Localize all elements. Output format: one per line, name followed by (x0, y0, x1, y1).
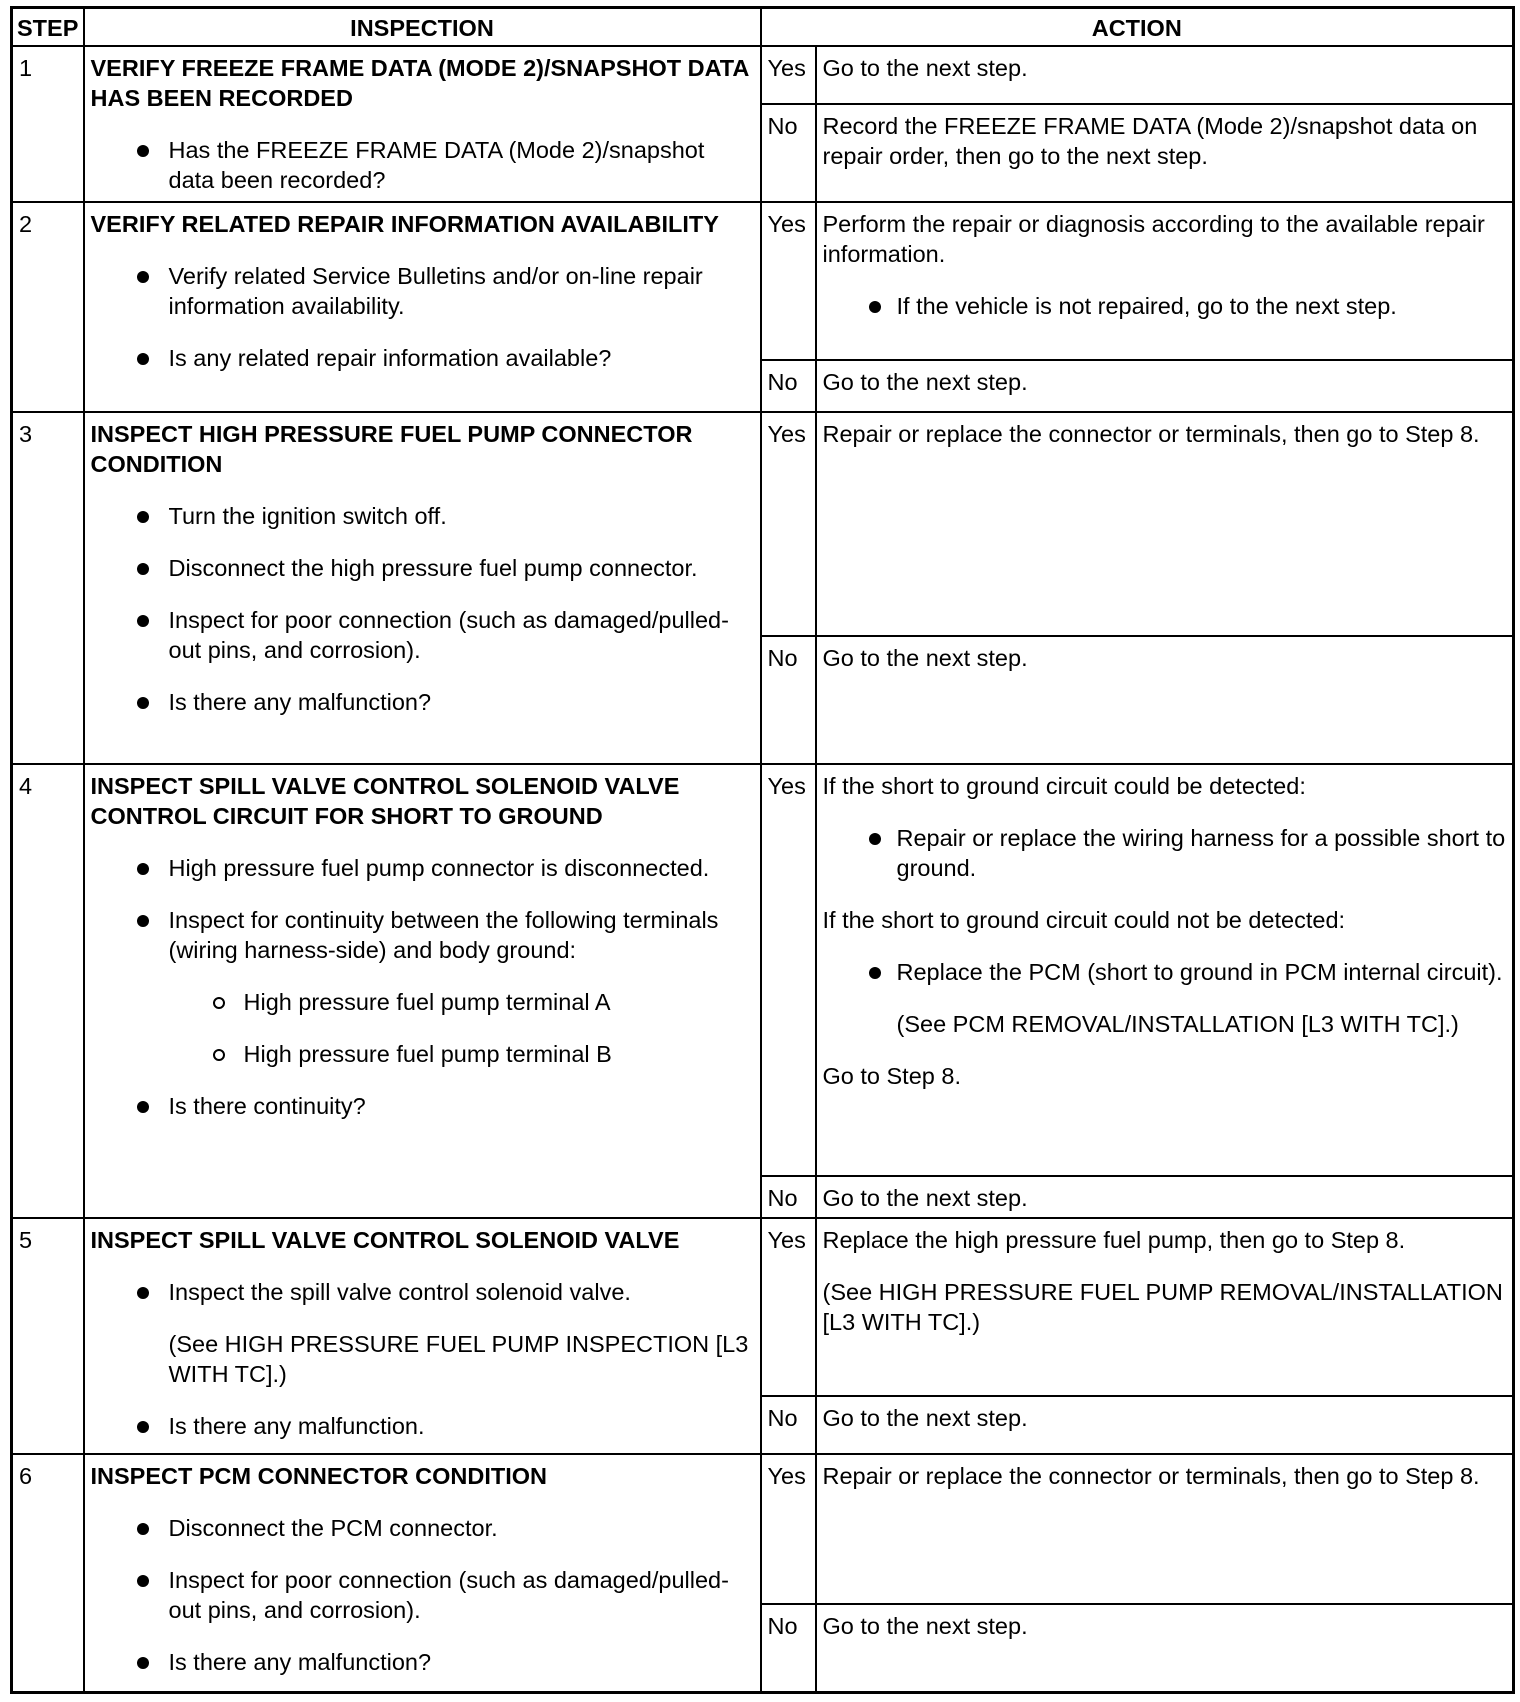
yes-action-text: Go to Step 8. (822, 1063, 961, 1089)
table-row (12, 1218, 1514, 1396)
inspection-bullet: Has the FREEZE FRAME DATA (Mode 2)/snapshot data been recorded? (91, 135, 754, 195)
inspection-cell (84, 1218, 761, 1454)
step-number: 5 (12, 1218, 84, 1454)
inspection-bullet: Is there any malfunction? (91, 1647, 754, 1677)
inspection-bullet: Inspect for poor connection (such as damaged/pulled-out pins, and corrosion). (91, 1565, 754, 1625)
inspection-bullet: Turn the ignition switch off. (91, 501, 754, 531)
inspection-title: INSPECT PCM CONNECTOR CONDITION (90, 1463, 548, 1489)
header-step: STEP (12, 8, 84, 47)
inspection-cell (84, 202, 761, 412)
yes-label: Yes (761, 764, 816, 1176)
inspection-title: VERIFY FREEZE FRAME DATA (MODE 2)/SNAPSHOT DATA HAS BEEN RECORDED (90, 55, 749, 111)
inspection-title: INSPECT HIGH PRESSURE FUEL PUMP CONNECTOR CONDITION (90, 421, 693, 477)
table-row (12, 202, 1514, 360)
no-label: No (761, 1604, 816, 1692)
diagnostic-table (10, 6, 1515, 1694)
no-label: No (761, 104, 816, 202)
yes-action-reference: (See HIGH PRESSURE FUEL PUMP REMOVAL/INSTALLATION [L3 WITH TC].) (822, 1279, 1503, 1335)
yes-action (816, 764, 1514, 1176)
yes-label: Yes (761, 412, 816, 636)
table-row (12, 764, 1514, 1176)
inspection-cell (84, 412, 761, 764)
header-inspection: INSPECTION (84, 8, 761, 47)
inspection-title: VERIFY RELATED REPAIR INFORMATION AVAILABILITY (90, 211, 719, 237)
yes-action-bullet: Repair or replace the wiring harness for a possible short to ground. (823, 823, 1507, 883)
yes-action-reference: (See PCM REMOVAL/INSTALLATION [L3 WITH TC].) (896, 1011, 1459, 1037)
yes-action: Repair or replace the connector or terminals, then go to Step 8. (816, 1454, 1514, 1604)
yes-action (816, 1218, 1514, 1396)
step-number: 3 (12, 412, 84, 764)
inspection-title: INSPECT SPILL VALVE CONTROL SOLENOID VALVE CONTROL CIRCUIT FOR SHORT TO GROUND (90, 773, 680, 829)
inspection-bullet: High pressure fuel pump connector is disconnected. (91, 853, 754, 883)
inspection-reference: (See HIGH PRESSURE FUEL PUMP INSPECTION [L3 WITH TC].) (168, 1331, 749, 1387)
inspection-sub-bullet: High pressure fuel pump terminal A (91, 987, 754, 1017)
yes-label: Yes (761, 202, 816, 360)
yes-action-bullet: If the vehicle is not repaired, go to the next step. (823, 291, 1507, 321)
step-number: 4 (12, 764, 84, 1218)
yes-label: Yes (761, 1218, 816, 1396)
yes-action: Repair or replace the connector or terminals, then go to Step 8. (816, 412, 1514, 636)
yes-action-text: Perform the repair or diagnosis according to the available repair information. (822, 211, 1485, 267)
no-action: Go to the next step. (816, 1396, 1514, 1454)
yes-action: Go to the next step. (816, 46, 1514, 104)
yes-action-text: If the short to ground circuit could be detected: (822, 773, 1306, 799)
inspection-bullet: Disconnect the PCM connector. (91, 1513, 754, 1543)
no-label: No (761, 1176, 816, 1218)
table-row (12, 46, 1514, 104)
no-action: Record the FREEZE FRAME DATA (Mode 2)/snapshot data on repair order, then go to the next step. (816, 104, 1514, 202)
no-action: Go to the next step. (816, 636, 1514, 764)
inspection-bullet: Inspect for poor connection (such as damaged/pulled-out pins, and corrosion). (91, 605, 754, 665)
inspection-bullet: Is there any malfunction? (91, 687, 754, 717)
yes-action-bullet: Replace the PCM (short to ground in PCM internal circuit). (823, 957, 1507, 987)
table-row (12, 412, 1514, 636)
no-label: No (761, 1396, 816, 1454)
table-row (12, 1454, 1514, 1604)
inspection-bullet: Is there continuity? (91, 1091, 754, 1121)
yes-label: Yes (761, 46, 816, 104)
inspection-cell (84, 46, 761, 202)
yes-action-text: Replace the high pressure fuel pump, then go to Step 8. (822, 1227, 1406, 1253)
yes-action-text: If the short to ground circuit could not be detected: (822, 907, 1346, 933)
step-number: 1 (12, 46, 84, 202)
inspection-bullet: Is any related repair information available? (91, 343, 754, 373)
no-action: Go to the next step. (816, 360, 1514, 412)
inspection-sub-bullet: High pressure fuel pump terminal B (91, 1039, 754, 1069)
inspection-cell (84, 764, 761, 1218)
yes-action (816, 202, 1514, 360)
no-label: No (761, 360, 816, 412)
diagnostic-procedure-sheet (10, 6, 1512, 1696)
step-number: 2 (12, 202, 84, 412)
no-action: Go to the next step. (816, 1604, 1514, 1692)
inspection-bullet: Inspect the spill valve control solenoid valve. (91, 1277, 754, 1307)
inspection-bullet: Inspect for continuity between the following terminals (wiring harness-side) and body ground: (91, 905, 754, 965)
no-action: Go to the next step. (816, 1176, 1514, 1218)
inspection-cell (84, 1454, 761, 1692)
no-label: No (761, 636, 816, 764)
inspection-bullet: Verify related Service Bulletins and/or on-line repair information availability. (91, 261, 754, 321)
header-action: ACTION (761, 8, 1514, 47)
step-number: 6 (12, 1454, 84, 1692)
inspection-title: INSPECT SPILL VALVE CONTROL SOLENOID VALVE (90, 1227, 680, 1253)
inspection-bullet: Is there any malfunction. (91, 1411, 754, 1441)
inspection-bullet: Disconnect the high pressure fuel pump connector. (91, 553, 754, 583)
header-row (12, 8, 1514, 47)
yes-label: Yes (761, 1454, 816, 1604)
